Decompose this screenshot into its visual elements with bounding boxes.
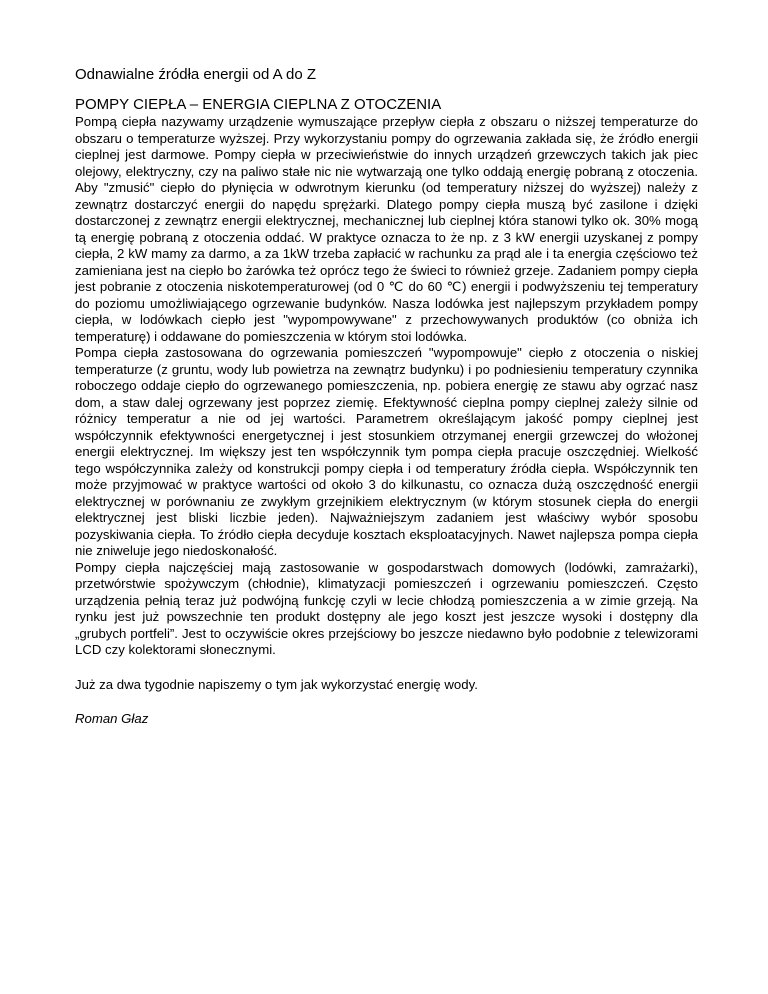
author-signature: Roman Głaz [75,711,149,726]
section-heading: POMPY CIEPŁA – ENERGIA CIEPLNA Z OTOCZENIA [75,96,442,113]
body-paragraph-3: Pompy ciepła najczęściej mają zastosowanie w gospodarstwach domowych (lodówki, zamrażarki), przetwórstwie spożywczym (chłodnie), klimatyzacji pomieszczeń i ogrzewaniu pomieszczeń. Często urządzenia pełnią teraz już podwójną funkcję czyli w lecie chłodzą pomieszczenia a w zimie grzeją. Na rynku jest już powszechnie ten produkt dostępny ale jego koszt jest jeszcze wysoki i dostępny dla „grubych portfeli”. Jest to oczywiście okres przejściowy bo jeszcze niedawno było podobnie z telewizorami LCD czy kolektorami słonecznymi. [75,559,698,657]
body-paragraph-1: Pompą ciepła nazywamy urządzenie wymuszające przepływ ciepła z obszaru o niższej temperaturze do obszaru o temperaturze wyższej. Przy wykorzystaniu pompy do ogrzewania zakłada się, że źródło energii cieplnej jest darmowe. Pompy ciepła w przeciwieństwie do innych urządzeń grzewczych takich jak piec olejowy, elektryczny, czy na paliwo stałe nic nie wytwarzają one tylko oddają energię pobraną z otoczenia. Aby "zmusić" ciepło do płynięcia w odwrotnym kierunku (od temperatury niższej do wyższej) należy z zewnątrz dostarczyć energii do napędu sprężarki. Dlatego pompy ciepła muszą być zasilone i dzięki dostarczonej z zewnątrz energii elektrycznej, mechanicznej lub cieplnej która stanowi tylko ok. 30% mogą tą energię pobraną z otoczenia oddać. W praktyce oznacza to że np. z 3 kW energii uzyskanej z pompy ciepła, 2 kW mamy za darmo, a za 1kW trzeba zapłacić w rachunku za prąd ale i ta energia częściowo też zamieniana jest na ciepło bo żarówka też oprócz tego że świeci to również grzeje. Zadaniem pompy ciepła jest pobranie z otoczenia niskotemperaturowej (od 0 ℃ do 60 ℃) energii i podwyższeniu tej temperatury do poziomu umożliwiającego ogrzewanie budynków. Nasza lodówka jest najlepszym przykładem pompy ciepła, w lodówkach ciepło jest "wypompowywane" z przechowywanych produktów (co obniża ich temperaturę) i oddawane do pomieszczenia w którym stoi lodówka. [75,114,698,344]
closing-sentence: Już za dwa tygodnie napiszemy o tym jak wykorzystać energię wody. [75,676,478,692]
body-paragraph-2: Pompa ciepła zastosowana do ogrzewania pomieszczeń "wypompowuje" ciepło z otoczenia o niskiej temperaturze (z gruntu, wody lub powietrza na zewnątrz budynku) i po podniesieniu temperatury czynnika roboczego oddaje ciepło do ogrzewanego pomieszczenia, np. pobiera energię ze stawu aby ogrzać nasz dom, a staw dalej ogrzewany jest poprzez ziemię. Efektywność cieplna pompy cieplnej zależy silnie od różnicy temperatur a nie od jej wartości. Parametrem określającym jakość pompy cieplnej jest współczynnik efektywności energetycznej i jest stosunkiem otrzymanej energii grzewczej do włożonej energii elektrycznej. Im większy jest ten współczynnik tym pompa ciepła pracuje oszczędniej. Wielkość tego współczynnika zależy od konstrukcji pompy ciepła i od temperatury źródła ciepła. Współczynnik ten może przyjmować w praktyce wartości od około 3 do kilkunastu, co oznacza dużą oszczędność energii elektrycznej w porównaniu ze zwykłym grzejnikiem elektrycznym (w którym stosunek ciepła do energii elektrycznej jest bliski liczbie jeden). Najważniejszym zadaniem jest właściwy wybór sposobu pozyskiwania ciepła. To źródło ciepła decyduje kosztach eksploatacyjnych. Nawet najlepsza pompa ciepła nie zniweluje jego niedoskonałość. [75,345,698,558]
document-page [75,66,698,728]
document-title: Odnawialne źródła energii od A do Z [75,66,316,83]
paragraph-spacer [75,659,698,677]
